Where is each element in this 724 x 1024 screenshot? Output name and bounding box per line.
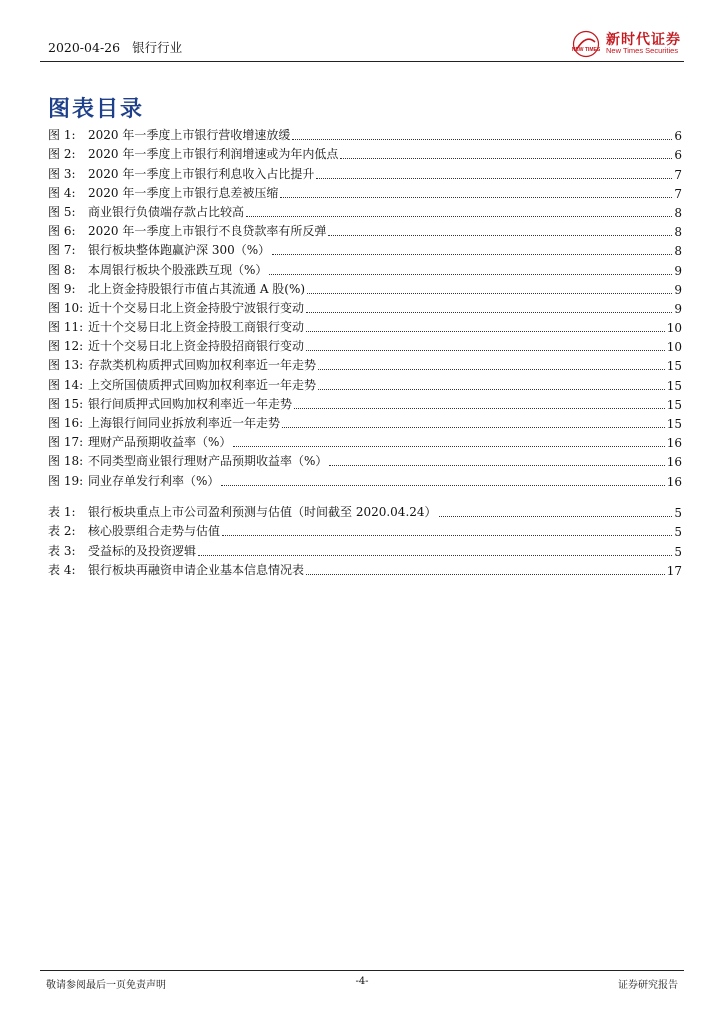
dot-leader: [329, 465, 664, 466]
figure-entry[interactable]: [48, 412, 682, 431]
figure-entry-label: 图 13:: [48, 358, 84, 373]
dot-leader: [318, 369, 665, 370]
dot-leader: [316, 178, 672, 179]
dot-leader: [272, 254, 672, 255]
figure-entry-title: 2020 年一季度上市银行不良贷款率有所反弹: [88, 224, 327, 239]
figure-entry[interactable]: [48, 354, 682, 373]
figure-entry[interactable]: [48, 393, 682, 412]
figure-entry[interactable]: [48, 469, 682, 488]
dot-leader: [340, 158, 672, 159]
figure-entry-label: 图 4:: [48, 185, 76, 200]
company-logo: [572, 28, 684, 58]
figure-entry-title: 近十个交易日北上资金持股工商银行变动: [88, 320, 305, 335]
figure-entry-page: 7: [674, 186, 682, 201]
toc-title: 图表目录: [48, 97, 145, 122]
figure-entry-label: 图 15:: [48, 396, 84, 411]
figure-entry-title: 2020 年一季度上市银行利息收入占比提升: [88, 166, 315, 181]
table-entry-page: 17: [666, 563, 682, 578]
figure-entry-title: 近十个交易日北上资金持股招商银行变动: [88, 339, 305, 354]
figure-entry-label: 图 14:: [48, 377, 84, 392]
table-entry-label: 表 3:: [48, 543, 76, 558]
figure-entry-label: 图 11:: [48, 320, 84, 335]
table-entry-page: 5: [674, 525, 682, 540]
figure-entry-label: 图 17:: [48, 435, 84, 450]
figure-entry-title: 银行板块整体跑赢沪深 300（%）: [88, 243, 271, 258]
figure-entry[interactable]: [48, 373, 682, 392]
report-date: 2020-04-26: [48, 40, 121, 55]
logo-emblem-icon: [572, 30, 600, 58]
figure-entry-page: 16: [666, 474, 682, 489]
figure-entry[interactable]: [48, 124, 682, 143]
table-entry-label: 表 2:: [48, 524, 76, 539]
figure-entry-page: 15: [666, 359, 682, 374]
figure-entry-page: 16: [666, 436, 682, 451]
figure-entry[interactable]: [48, 239, 682, 258]
table-entry-page: 5: [674, 544, 682, 559]
figure-entry-page: 15: [666, 417, 682, 431]
figure-entry[interactable]: [48, 431, 682, 450]
figure-entry-label: 图 10:: [48, 300, 84, 315]
figure-entry-label: 图 18:: [48, 454, 84, 469]
header-meta: [48, 38, 182, 56]
figure-entry-page: 9: [674, 301, 682, 316]
dot-leader: [439, 516, 673, 517]
figure-entry-title: 2020 年一季度上市银行利润增速或为年内低点: [88, 147, 339, 162]
figure-entry-page: 15: [666, 378, 682, 393]
page-number: -4-: [355, 976, 369, 987]
figure-entry-page: 7: [674, 167, 682, 182]
figure-entry-title: 存款类机构质押式回购加权利率近一年走势: [88, 358, 317, 373]
dot-leader: [292, 139, 672, 140]
figure-entry[interactable]: [48, 162, 682, 181]
logo-mark-text: NEW TIMES: [572, 47, 600, 53]
dot-leader: [222, 535, 672, 536]
logo-english-name: New Times Securities: [606, 46, 679, 55]
disclaimer-note: 敬请参阅最后一页免责声明: [46, 980, 166, 991]
dot-leader: [306, 312, 672, 313]
figure-entry[interactable]: [48, 297, 682, 316]
figure-entry-label: 图 8:: [48, 262, 76, 277]
figure-entry[interactable]: [48, 258, 682, 277]
figure-entry-page: 16: [666, 455, 682, 470]
dot-leader: [307, 293, 672, 294]
figure-entry-title: 上海银行间同业拆放利率近一年走势: [88, 416, 281, 430]
figure-entry-page: 9: [674, 282, 682, 297]
table-entry-title: 核心股票组合走势与估值: [88, 524, 221, 539]
figure-entry-label: 图 12:: [48, 339, 84, 354]
figure-entry-page: 8: [674, 225, 682, 240]
figure-entry[interactable]: [48, 182, 682, 201]
dot-leader: [306, 331, 665, 332]
figure-entry-label: 图 3:: [48, 166, 76, 181]
figure-entry-label: 图 16:: [48, 416, 84, 430]
figure-entry-title: 银行间质押式回购加权利率近一年走势: [88, 396, 293, 411]
figure-entry-label: 图 6:: [48, 224, 76, 239]
dot-leader: [306, 574, 665, 575]
table-entry-label: 表 1:: [48, 505, 76, 520]
table-entry[interactable]: [48, 501, 682, 520]
table-entry[interactable]: [48, 520, 682, 539]
table-entry[interactable]: [48, 559, 682, 578]
dot-leader: [269, 274, 672, 275]
report-type: 证券研究报告: [618, 980, 678, 991]
logo-chinese-name: 新时代证券: [606, 32, 681, 48]
figure-entry[interactable]: [48, 316, 682, 335]
figure-entry-label: 图 1:: [48, 128, 76, 143]
figure-entry-page: 9: [674, 263, 682, 278]
figure-entry-title: 近十个交易日北上资金持股宁波银行变动: [88, 300, 305, 315]
table-entry[interactable]: [48, 539, 682, 558]
figure-entry-title: 不同类型商业银行理财产品预期收益率（%）: [88, 454, 328, 469]
figure-entry-title: 理财产品预期收益率（%）: [88, 435, 232, 450]
figure-entry-label: 图 7:: [48, 243, 76, 258]
dot-leader: [282, 427, 665, 428]
figure-entry-title: 2020 年一季度上市银行营收增速放缓: [88, 128, 291, 143]
figure-entry-label: 图 19:: [48, 473, 84, 488]
figure-entry[interactable]: [48, 278, 682, 297]
table-entry-title: 受益标的及投资逻辑: [88, 543, 197, 558]
table-entry-title: 银行板块重点上市公司盈利预测与估值（时间截至 2020.04.24）: [88, 505, 437, 520]
dot-leader: [318, 389, 665, 390]
figure-entry[interactable]: [48, 201, 682, 220]
dot-leader: [246, 216, 672, 217]
table-entry-title: 银行板块再融资申请企业基本信息情况表: [88, 562, 305, 577]
table-entry-page: 5: [674, 506, 682, 521]
dot-leader: [294, 408, 665, 409]
figure-entry-title: 同业存单发行利率（%）: [88, 473, 220, 488]
figure-entry-title: 2020 年一季度上市银行息差被压缩: [88, 185, 279, 200]
dot-leader: [328, 235, 672, 236]
page-header: [40, 28, 684, 62]
figure-entry-page: 6: [674, 148, 682, 163]
dot-leader: [280, 197, 672, 198]
dot-leader: [233, 446, 664, 447]
figure-entry-label: 图 5:: [48, 204, 76, 219]
figure-entry-title: 上交所国债质押式回购加权利率近一年走势: [88, 377, 317, 392]
figure-entry-title: 本周银行板块个股涨跌互现（%）: [88, 262, 268, 277]
header-divider: [40, 61, 684, 62]
figure-entry-title: 北上资金持股银行市值占其流通 A 股(%): [88, 281, 306, 296]
figure-entry[interactable]: [48, 335, 682, 354]
table-entry-label: 表 4:: [48, 562, 76, 577]
figure-entry-title: 商业银行负债端存款占比较高: [88, 204, 245, 219]
figure-entry-page: 6: [674, 129, 682, 144]
footer-divider: [40, 970, 684, 971]
figure-list: [48, 124, 682, 489]
dot-leader: [306, 350, 665, 351]
dot-leader: [198, 555, 672, 556]
figure-entry-page: 15: [666, 397, 682, 412]
table-list: [48, 501, 682, 578]
figure-entry-page: 8: [674, 244, 682, 259]
figure-entry-label: 图 9:: [48, 281, 76, 296]
figure-entry[interactable]: [48, 143, 682, 162]
figure-entry-page: 10: [666, 321, 682, 336]
dot-leader: [221, 485, 664, 486]
figure-entry[interactable]: [48, 220, 682, 239]
figure-entry-page: 10: [666, 340, 682, 355]
figure-entry[interactable]: [48, 450, 682, 469]
figure-entry-page: 8: [674, 205, 682, 220]
figure-entry-label: 图 2:: [48, 147, 76, 162]
industry-name: 银行行业: [132, 40, 183, 55]
